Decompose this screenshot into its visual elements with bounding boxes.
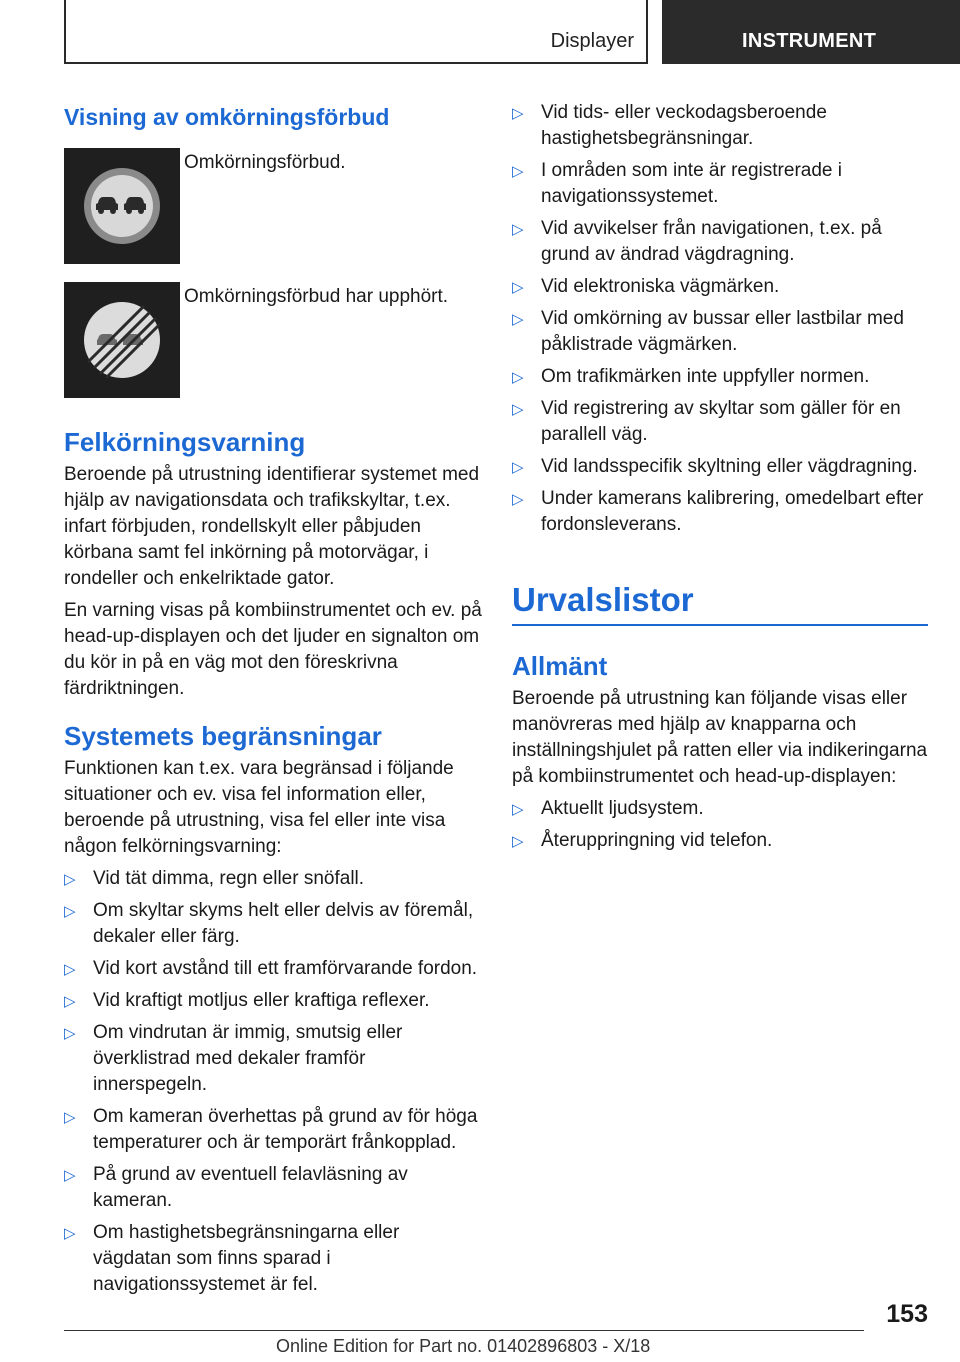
list-item: ▷ Vid landsspecifik skyltning eller vägdragning. (512, 454, 928, 480)
triangle-bullet-icon: ▷ (64, 871, 76, 888)
list-item: ▷ Aktuellt ljudsystem. (512, 796, 928, 822)
triangle-bullet-icon: ▷ (64, 1167, 76, 1184)
lists-title: Urvalslistor (512, 581, 694, 618)
list-item: ▷ Vid registrering av skyltar som gäller för en parallell väg. (512, 398, 901, 445)
general-paragraph: Beroende på utrustning kan följande visas eller manövreras med hjälp av knapparna och inställningshjulet på ratten eller via indikeringarna på kombiinstrumentet och head-up-displayen: (512, 688, 928, 787)
overtake-title: Visning av omkörningsförbud (64, 104, 390, 130)
list-item: ▷ Vid tids- eller veckodagsberoende hastighetsbegränsningar. (512, 102, 827, 149)
triangle-bullet-icon: ▷ (512, 459, 524, 476)
section-divider (512, 624, 928, 626)
triangle-bullet-icon: ▷ (512, 833, 524, 850)
list-item: ▷ Vid omkörning av bussar eller lastbilar med påklistrade vägmärken. (512, 308, 904, 355)
triangle-bullet-icon: ▷ (64, 903, 76, 920)
general-list (512, 796, 928, 854)
triangle-bullet-icon: ▷ (64, 1225, 76, 1242)
sign-caption: Omkörningsförbud. (184, 152, 346, 173)
list-item: ▷ Om vindrutan är immig, smutsig eller överklistrad med dekaler framför innerspegeln. (64, 1022, 403, 1095)
limits-list-continued (512, 100, 928, 538)
triangle-bullet-icon: ▷ (512, 163, 524, 180)
wrongway-paragraph-1: Beroende på utrustning identifierar systemet med hjälp av navigationsdata och trafikskyltar, t.ex. infart förbjuden, rondellskylt eller påbjuden körbana samt fel inkörning på motorvägar, i rondeller och enkelriktade gator. (64, 464, 480, 589)
list-item: ▷ Om hastighetsbegränsningarna eller vägdatan som finns sparad i navigationssystemet är fel. (64, 1222, 400, 1295)
triangle-bullet-icon: ▷ (64, 1025, 76, 1042)
triangle-bullet-icon: ▷ (64, 1109, 76, 1126)
chapter-tab-label: INSTRUMENT (742, 30, 877, 52)
list-item: ▷ Vid avvikelser från navigationen, t.ex. på grund av ändrad vägdragning. (512, 218, 882, 265)
end-of-no-overtaking-sign (64, 282, 180, 398)
section-tab[interactable] (64, 0, 648, 64)
list-item: ▷ I områden som inte är registrerade i navigationssystemet. (512, 160, 842, 207)
list-item: ▷ Vid kort avstånd till ett framförvarande fordon. (64, 956, 482, 982)
chapter-tab[interactable] (662, 0, 960, 64)
page-header (0, 0, 960, 66)
general-title: Allmänt (512, 651, 608, 681)
list-item: ▷ På grund av eventuell felavläsning av kameran. (64, 1164, 408, 1211)
list-item: ▷ Vid tät dimma, regn eller snöfall. (64, 866, 482, 892)
section-tab-label: Displayer (550, 30, 634, 52)
triangle-bullet-icon: ▷ (512, 369, 524, 386)
list-item: ▷ Vid elektroniska vägmärken. (512, 274, 928, 300)
sign-row-end-no-overtaking (64, 282, 482, 400)
wrongway-title: Felkörningsvarning (64, 427, 306, 457)
left-column (64, 100, 482, 1304)
list-item: ▷ Om trafikmärken inte uppfyller normen. (512, 364, 928, 390)
triangle-bullet-icon: ▷ (512, 221, 524, 238)
page-number: 153 (886, 1300, 928, 1328)
list-item: ▷ Under kamerans kalibrering, omedelbart efter fordonsleverans. (512, 488, 924, 535)
triangle-bullet-icon: ▷ (512, 311, 524, 328)
footer-divider (64, 1330, 864, 1331)
right-column (512, 100, 928, 860)
triangle-bullet-icon: ▷ (512, 279, 524, 296)
list-item: ▷ Om skyltar skyms helt eller delvis av föremål, dekaler eller färg. (64, 900, 474, 947)
list-item: ▷ Om kameran överhettas på grund av för höga temperaturer och är temporärt frånkopplad. (64, 1106, 478, 1153)
edition-note: Online Edition for Part no. 01402896803 - X/18 (276, 1336, 651, 1356)
limits-list (64, 866, 482, 1298)
triangle-bullet-icon: ▷ (64, 961, 76, 978)
pointing-hand-icon (0, 0, 30, 32)
triangle-bullet-icon: ▷ (512, 491, 524, 508)
sign-caption: Omkörningsförbud har upphört. (184, 286, 449, 307)
no-overtaking-sign (64, 148, 180, 264)
limits-title: Systemets begränsningar (64, 721, 382, 751)
list-item: ▷ Vid kraftigt motljus eller kraftiga reflexer. (64, 988, 482, 1014)
triangle-bullet-icon: ▷ (512, 401, 524, 418)
triangle-bullet-icon: ▷ (64, 993, 76, 1010)
wrongway-paragraph-2: En varning visas på kombiinstrumentet och ev. på head-up-displayen och det ljuder en signalton om du kör in på en väg mot den föreskrivna färdriktningen. (64, 600, 482, 699)
sign-row-no-overtaking (64, 148, 482, 266)
list-item: ▷ Återuppringning vid telefon. (512, 828, 928, 854)
triangle-bullet-icon: ▷ (512, 105, 524, 122)
limits-intro: Funktionen kan t.ex. vara begränsad i följande situationer och ev. visa fel information eller, beroende på utrustning, visa fel eller inte visa någon felkörningsvarning: (64, 758, 454, 857)
triangle-bullet-icon: ▷ (512, 801, 524, 818)
